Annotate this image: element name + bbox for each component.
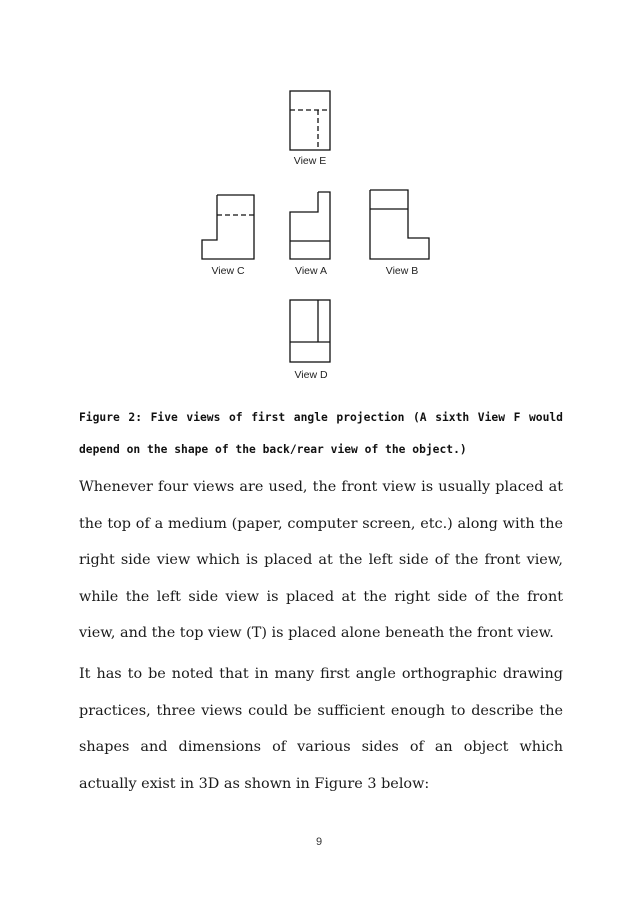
- view-a-drawing: [290, 192, 330, 259]
- figure-caption: Figure 2: Five views of first angle projection (A sixth View F would depend on the shape of the back/rear view of the object.): [79, 411, 563, 456]
- view-e-label: View E: [293, 155, 327, 167]
- page-number: 9: [315, 836, 323, 848]
- view-b-drawing: [370, 190, 429, 259]
- view-a-label: View A: [295, 265, 327, 277]
- projection-figure: [0, 0, 638, 400]
- body-paragraph: It has to be noted that in many first angle orthographic drawing practices, three views could be sufficient enough to describe the shapes and dimensions of various sides of an object which actually exist in 3D as shown in Figure 3 below:: [79, 666, 563, 792]
- view-c-drawing: [202, 195, 254, 259]
- view-c-label: View C: [211, 265, 245, 277]
- view-d-label: View D: [294, 369, 328, 381]
- view-e-drawing: [290, 91, 330, 150]
- view-d-drawing: [290, 300, 330, 362]
- body-paragraph: Whenever four views are used, the front view is usually placed at the top of a medium (paper, computer screen, etc.) along with the right side view which is placed at the left side of the front view, while the left side view is placed at the right side of the front view, and the top view (T) is placed alone beneath the front view.: [79, 479, 563, 641]
- view-b-label: View B: [385, 265, 419, 277]
